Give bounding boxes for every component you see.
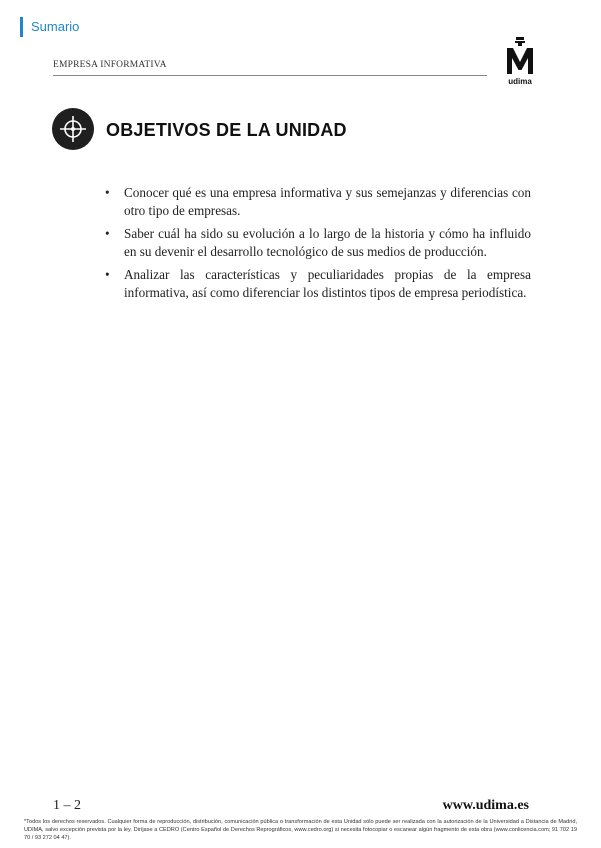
header-title: EMPRESA INFORMATIVA (53, 60, 167, 70)
objective-text: Analizar las características y peculiaridades propias de la empresa informativa, así como diferenciar los distintos tipos de empresa periodística. (124, 267, 531, 300)
bullet-icon: • (105, 267, 110, 282)
list-item (105, 225, 531, 261)
site-url-link[interactable]: www.udima.es (442, 798, 529, 813)
objectives-list (105, 184, 531, 307)
target-crosshair-icon (52, 108, 94, 150)
logo-wordmark: udima (508, 77, 532, 86)
sumario-link[interactable]: Sumario (20, 17, 79, 37)
section-title: OBJETIVOS DE LA UNIDAD (106, 120, 347, 140)
page-number: 1 – 2 (53, 798, 81, 813)
bullet-icon: • (105, 226, 110, 241)
header-divider (53, 75, 487, 76)
list-item (105, 266, 531, 302)
legal-notice: *Todos los derechos reservados. Cualquier forma de reproducción, distribución, comunicación pública o transformación de esta Unidad sólo puede ser realizada con la autorización de la Universidad a Distancia de Madrid, UDIMA, salvo excepción prevista por la ley. Diríjase a CEDRO (Centro Español de Derechos Reprográficos, www.cedro.org) si necesita fotocopiar o escanear algún fragmento de esta obra (www.conlicencia.com; 91 702 19 70 / 93 272 04 47). (24, 819, 577, 841)
objective-text: Conocer qué es una empresa informativa y sus semejanzas y diferencias con otro tipo de empresas. (124, 185, 531, 218)
objective-text: Saber cuál ha sido su evolución a lo largo de la historia y cómo ha influido en su devenir el desarrollo tecnológico de sus medios de producción. (124, 226, 531, 259)
list-item (105, 184, 531, 220)
bullet-icon: • (105, 185, 110, 200)
